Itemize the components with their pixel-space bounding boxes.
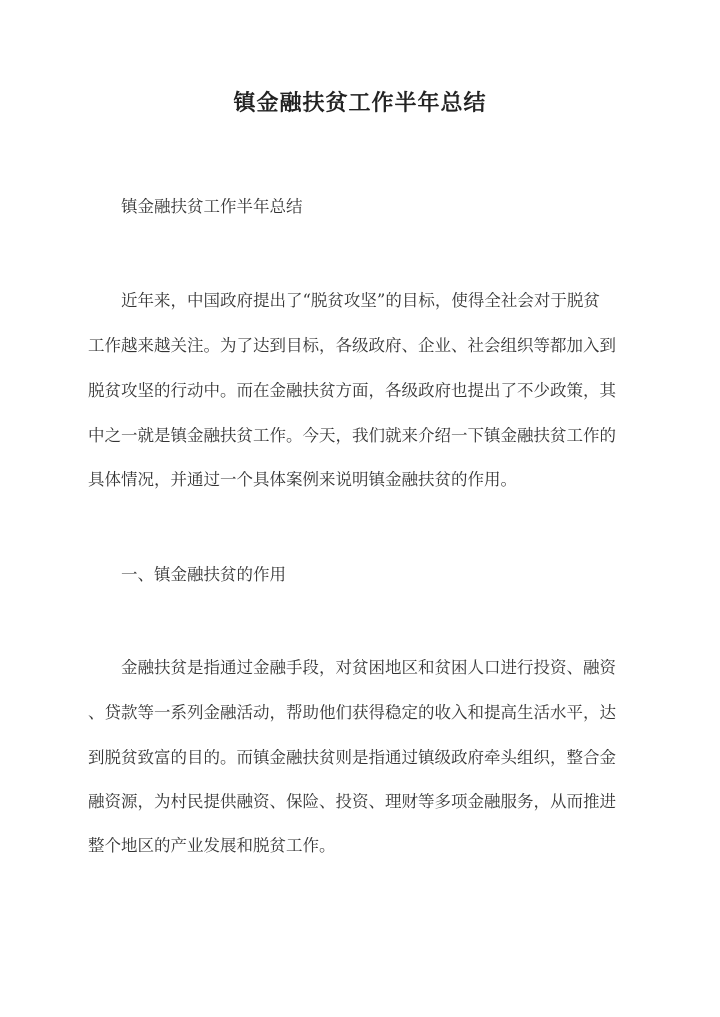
section-1-heading: 一、镇金融扶贫的作用 [121,565,286,584]
paragraph-1-line-5: 具体情况，并通过一个具体案例来说明镇金融扶贫的作用。 [88,470,517,489]
paragraph-2-line-1: 金融扶贫是指通过金融手段，对贫困地区和贫困人口进行投资、融资 [121,658,616,677]
paragraph-1-line-1: 近年来，中国政府提出了“脱贫攻坚”的目标，使得全社会对于脱贫 [121,291,600,310]
paragraph-1-line-4: 中之一就是镇金融扶贫工作。今天，我们就来介绍一下镇金融扶贫工作的 [88,426,616,445]
paragraph-2-line-4: 融资源，为村民提供融资、保险、投资、理财等多项金融服务，从而推进 [88,792,616,811]
paragraph-1-line-2: 工作越来越关注。为了达到目标，各级政府、企业、社会组织等都加入到 [88,336,616,355]
paragraph-2-line-5: 整个地区的产业发展和脱贫工作。 [88,836,336,855]
paragraph-1-line-3: 脱贫攻坚的行动中。而在金融扶贫方面，各级政府也提出了不少政策，其 [88,381,616,400]
document-subtitle: 镇金融扶贫工作半年总结 [121,197,303,216]
paragraph-2-line-2: 、贷款等一系列金融活动，帮助他们获得稳定的收入和提高生活水平，达 [88,703,616,722]
paragraph-2-line-3: 到脱贫致富的目的。而镇金融扶贫则是指通过镇级政府牵头组织，整合金 [88,748,616,767]
document-title: 镇金融扶贫工作半年总结 [233,90,487,116]
